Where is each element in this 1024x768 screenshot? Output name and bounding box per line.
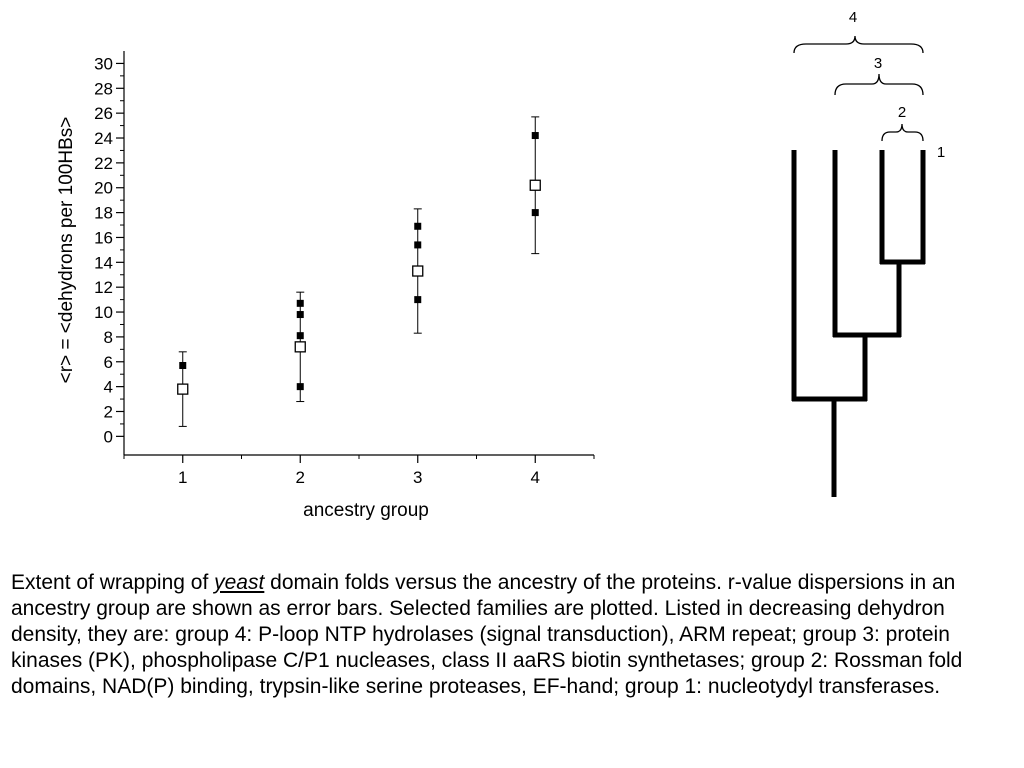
y-tick-label: 10 <box>94 303 113 323</box>
y-tick-label: 2 <box>103 402 113 422</box>
figure-caption <box>11 570 1016 700</box>
filled-point <box>297 300 304 307</box>
y-tick-label: 8 <box>103 327 113 347</box>
tree-branches <box>792 150 925 497</box>
error-bars <box>179 117 540 427</box>
y-tick-label: 4 <box>103 377 113 397</box>
filled-point <box>179 362 186 369</box>
x-tick-label: 2 <box>295 468 305 487</box>
mean-point <box>530 180 540 190</box>
caption-part-2: domain folds versus the ancestry of the proteins. r-value dispersions in an ancestry group are shown as error bars. Selected families are plotted. Listed in decreasing dehydron density, they are: group 4: P-loop NTP hydrolases (signal transduction), ARM repeat; group 3: protein kinases (PK), phospholipase C/P1 nucleases, class II aaRS biotin synthetases; group 2: Rossman fold domains, NAD(P) binding, trypsin-like serine proteases, EF-hand; group 1: nucleotydyl transferases. <box>11 571 963 698</box>
y-tick-label: 16 <box>94 228 113 248</box>
caption-emphasis: yeast <box>214 571 265 594</box>
y-tick-label: 18 <box>94 203 113 223</box>
bracket-3 <box>835 74 923 95</box>
scatter-chart <box>0 0 620 540</box>
filled-point <box>532 209 539 216</box>
y-axis-title: <r> = <dehydrons per 100HBs> <box>56 116 77 384</box>
bracket-label-3: 3 <box>873 55 883 72</box>
filled-point <box>297 383 304 390</box>
x-axis <box>124 455 594 487</box>
bracket-label-2: 2 <box>897 104 907 121</box>
filled-point <box>414 223 421 230</box>
y-tick-label: 26 <box>94 104 113 124</box>
filled-point <box>414 241 421 248</box>
x-axis-title: ancestry group <box>303 500 429 521</box>
y-tick-label: 28 <box>94 79 113 99</box>
phylogenetic-tree <box>760 0 980 510</box>
bracket-4 <box>794 36 923 53</box>
x-tick-label: 4 <box>530 468 540 487</box>
y-axis <box>94 51 124 455</box>
bracket-2 <box>882 124 923 141</box>
filled-point <box>297 332 304 339</box>
y-tick-label: 6 <box>103 352 113 372</box>
data-points <box>178 132 541 394</box>
y-tick-label: 24 <box>94 129 113 149</box>
filled-point <box>297 311 304 318</box>
mean-point <box>178 384 188 394</box>
y-tick-label: 20 <box>94 178 113 198</box>
y-tick-label: 12 <box>94 278 113 298</box>
tree-leaf-label-1: 1 <box>936 144 946 161</box>
x-tick-label: 1 <box>178 468 188 487</box>
mean-point <box>295 342 305 352</box>
y-tick-label: 0 <box>103 427 113 447</box>
bracket-label-4: 4 <box>848 9 858 26</box>
filled-point <box>414 296 421 303</box>
x-tick-label: 3 <box>413 468 423 487</box>
y-tick-label: 30 <box>94 54 113 74</box>
y-tick-label: 22 <box>94 153 113 173</box>
tree-brackets <box>794 36 923 141</box>
y-tick-label: 14 <box>94 253 113 273</box>
caption-part-1: Extent of wrapping of <box>11 571 215 594</box>
mean-point <box>413 266 423 276</box>
filled-point <box>532 132 539 139</box>
